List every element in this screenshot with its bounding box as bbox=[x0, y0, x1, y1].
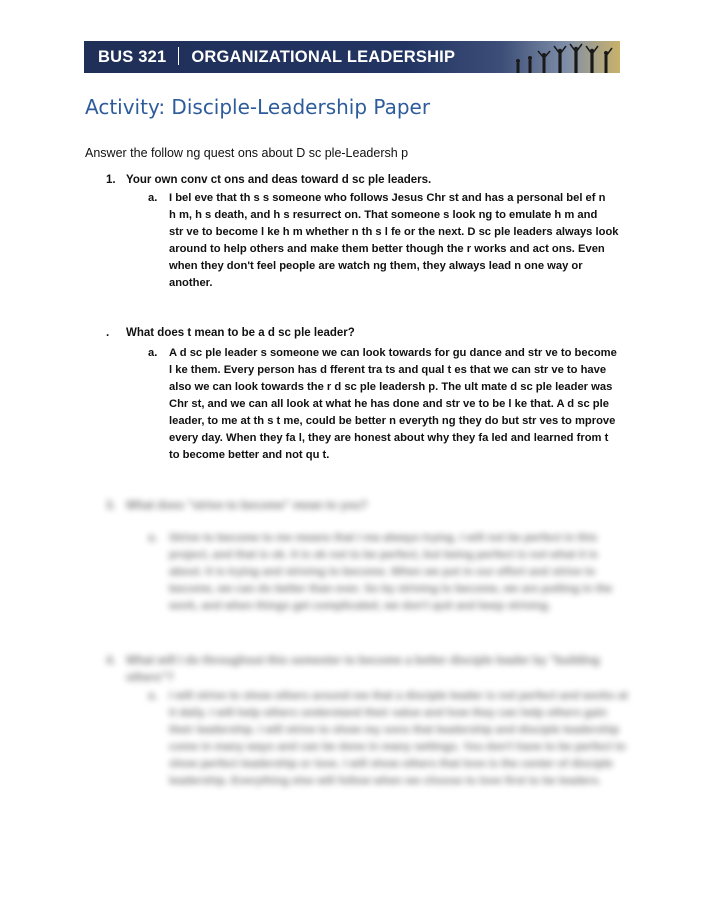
answer-line: around to help others and make them better though the r works and act ons. Even bbox=[169, 243, 605, 255]
answer-3 bbox=[148, 530, 640, 615]
answer-line: leader, to me at th s t me, could be better n everyth ng they do but str ves to mprove bbox=[169, 415, 616, 427]
answer-line: about. It is trying and striving to become. When we put in our effort and strive to bbox=[169, 566, 596, 578]
answer-line: come in many ways and can be done in many settings. You don't have to be perfect to bbox=[169, 741, 626, 753]
answer-line: A d sc ple leader s someone we can look towards for gu dance and str ve to become bbox=[169, 347, 617, 359]
answer-line: work, and when things get complicated, we don't quit and keep striving. bbox=[169, 600, 551, 612]
answer-letter: a. bbox=[148, 690, 158, 702]
answer-line: Chr st, and we can all look at what he has done and str ve to be l ke that. A d sc ple bbox=[169, 398, 609, 410]
answer-line: become, we can do better than ever. So by striving to become, we are putting in the bbox=[169, 583, 613, 595]
answer-line: to become better and not qu t. bbox=[169, 449, 330, 461]
banner-text bbox=[98, 47, 455, 67]
course-banner bbox=[84, 41, 620, 73]
answer-2 bbox=[148, 345, 640, 464]
answer-line: show perfect leadership or love. I will show others that love is the center of disciple bbox=[169, 758, 613, 770]
answer-line: when they don't feel people are watch ng them, they always lead n one way or bbox=[169, 260, 583, 272]
answer-line: another. bbox=[169, 277, 213, 289]
question-text: Your own conv ct ons and deas toward d sc ple leaders. bbox=[126, 174, 432, 186]
question-4-continued bbox=[126, 672, 174, 684]
answer-letter: a. bbox=[148, 192, 158, 204]
banner-divider bbox=[178, 47, 179, 65]
answer-line: Strive to become to me means that I ma always trying. I will not be perfect in this bbox=[169, 532, 598, 544]
answer-line: also we can look towards the r d sc ple leadersh p. The ult mate d sc ple leader was bbox=[169, 381, 613, 393]
answer-line: project, and that is ok. It is ok not to be perfect, but being perfect is not what it is bbox=[169, 549, 598, 561]
question-2 bbox=[106, 327, 355, 339]
question-text: What does "strive to become" mean to you? bbox=[126, 500, 368, 512]
question-text-line2: others"? bbox=[126, 672, 174, 684]
answer-line: l ke them. Every person has d fferent tra ts and qual t es that we can str ve to have bbox=[169, 364, 607, 376]
question-number: 3. bbox=[106, 500, 116, 512]
question-4 bbox=[106, 655, 600, 667]
answer-line: every day. When they fa l, they are honest about why they fa led and learned from t bbox=[169, 432, 609, 444]
intro-text: Answer the follow ng quest ons about D sc ple-Leadersh p bbox=[85, 146, 409, 160]
answer-line: it daily. I will help others understand their value and how they can help others gain bbox=[169, 707, 608, 719]
answer-line: leadership. Everything else will follow when we choose to love first to be leaders. bbox=[169, 775, 602, 787]
question-number: . bbox=[106, 327, 110, 339]
question-text: What does t mean to be a d sc ple leader? bbox=[126, 327, 355, 339]
course-code: BUS 321 bbox=[98, 48, 167, 66]
answer-line: str ve to become l ke h m whether n th s l fe or the next. D sc ple leaders always look bbox=[169, 226, 619, 238]
question-number: 4. bbox=[106, 655, 116, 667]
answer-1 bbox=[148, 190, 640, 292]
question-text: What will I do throughout this semester to become a better disciple leader by "building bbox=[126, 655, 600, 667]
question-3 bbox=[106, 500, 368, 512]
answer-4 bbox=[148, 688, 640, 790]
answer-letter: a. bbox=[148, 347, 158, 359]
question-1 bbox=[106, 174, 431, 186]
people-silhouette-icon bbox=[500, 41, 620, 73]
course-name: ORGANIZATIONAL LEADERSHIP bbox=[191, 48, 456, 66]
answer-line: h m, h s death, and h s resurrect on. That someone s look ng to emulate h m and bbox=[169, 209, 598, 221]
answer-line: I will strive to show others around me that a disciple leader is not perfect and works at bbox=[169, 690, 628, 702]
answer-line: I bel eve that th s s someone who follows Jesus Chr st and has a personal bel ef n bbox=[169, 192, 606, 204]
answer-line: their leadership. I will strive to show my sons that leadership and disciple leadership bbox=[169, 724, 620, 736]
answer-letter: a. bbox=[148, 532, 158, 544]
question-number: 1. bbox=[106, 174, 116, 186]
document-title: Activity: Disciple-Leadership Paper bbox=[85, 95, 431, 119]
